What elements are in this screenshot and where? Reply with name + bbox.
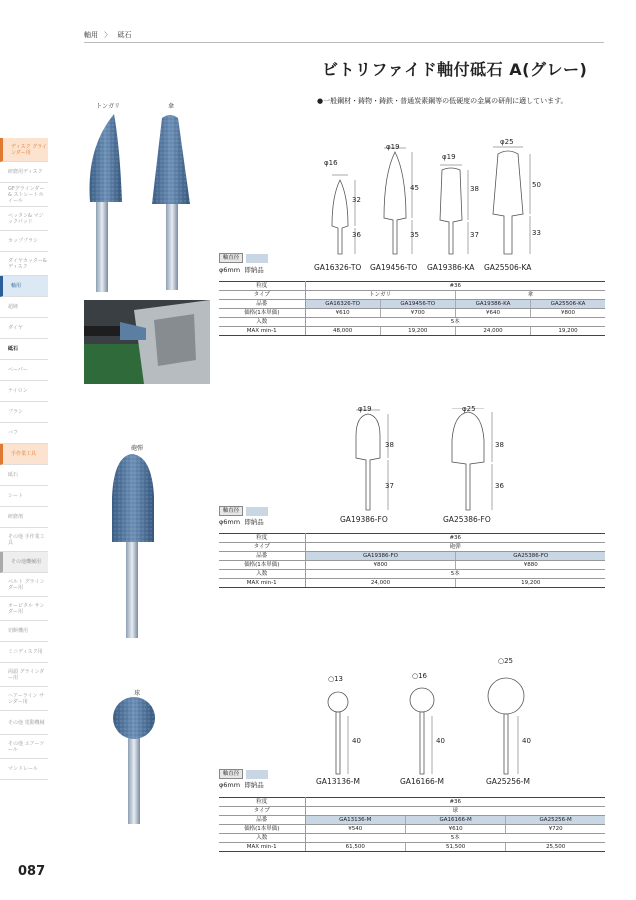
sidebar-item[interactable]: ペーパー	[0, 360, 48, 381]
breadcrumb-level2[interactable]: 砥石	[117, 31, 132, 39]
breadcrumb-separator: 〉	[104, 31, 112, 39]
dim-shaft-2: 35	[410, 231, 419, 239]
sidebar-item[interactable]: GFグラインダー& ストレートホイール	[0, 183, 48, 207]
spec-table-1: 粒度 #36 タイプ トンガリ 傘 品番 GA16326-TO GA19456-TO GA19386-KA GA25506-KA 価格(1本単価) ¥610 ¥700 ¥640 ¥800 入数 5本 MAX min-1 48,000 19,200 24,000 19,200	[219, 281, 605, 336]
page-number: 087	[18, 864, 46, 879]
sidebar-item[interactable]: ブラシ	[0, 402, 48, 423]
sidebar-item[interactable]: その他 エアーツール	[0, 735, 48, 759]
stock-swatch	[246, 770, 268, 779]
sidebar-item[interactable]: 両頭 グラインダー用	[0, 663, 48, 687]
dim-shaft-8: 40	[436, 737, 445, 745]
product-photo-kyu	[112, 696, 158, 828]
stock-swatch	[246, 254, 268, 263]
dimension-drawings-3	[320, 668, 560, 776]
part-number-cell: GA16326-TO	[305, 300, 380, 309]
dim-diameter-8: ○16	[412, 672, 428, 680]
sidebar-item[interactable]: ベルト グラインダー用	[0, 573, 48, 597]
shaft-size: φ6mm 即納品	[219, 518, 264, 526]
dim-head-1: 32	[352, 196, 361, 204]
shaft-diameter-badge: 軸直径	[219, 769, 243, 779]
shaft-size: φ6mm 即納品	[219, 781, 264, 789]
sidebar-item[interactable]: 切断機用	[0, 621, 48, 642]
photo-label-kasa: 傘	[168, 103, 175, 110]
dim-head-3: 38	[470, 185, 479, 193]
sidebar-item[interactable]: 手作業工具	[0, 444, 48, 465]
model-label-2: GA19456-TO	[370, 263, 418, 272]
shaft-diameter-badge: 軸直径	[219, 253, 243, 263]
dim-head-5: 38	[385, 441, 394, 449]
sidebar-item[interactable]: ディスク グラインダー用	[0, 138, 48, 162]
model-label-6: GA25386-FO	[443, 515, 491, 524]
dim-shaft-4: 33	[532, 229, 541, 237]
sidebar-item[interactable]: ダイヤ	[0, 318, 48, 339]
dim-head-2: 45	[410, 184, 419, 192]
part-number-cell: GA16166-M	[405, 816, 505, 825]
dim-head-6: 38	[495, 441, 504, 449]
page-title: ビトリファイド軸付砥石 A(グレー)	[322, 60, 588, 79]
spec-table-2: 粒度 #36 タイプ 砲弾 品番 GA19386-FO GA25386-FO 価格(1本単価) ¥800 ¥880 入数 5本 MAX min-1 24,000 19,200	[219, 533, 605, 588]
part-number-cell: GA25506-KA	[531, 300, 605, 309]
part-number-cell: GA25386-FO	[456, 552, 605, 561]
photo-label-togari: トンガリ	[96, 103, 121, 110]
sidebar-item[interactable]: 砥石	[0, 339, 48, 360]
dim-shaft-5: 37	[385, 482, 394, 490]
sidebar-item[interactable]: マンドレール	[0, 759, 48, 780]
shaft-diameter-badge: 軸直径	[219, 506, 243, 516]
sidebar-item[interactable]: ナイロン	[0, 381, 48, 402]
sidebar-item[interactable]: 超硬	[0, 297, 48, 318]
stock-swatch	[246, 507, 268, 516]
header-divider	[84, 42, 604, 43]
dim-shaft-3: 37	[470, 231, 479, 239]
product-description: ●一般鋼材・鋳物・鋳鉄・普通炭素鋼等の低硬度の金属の研削に適しています。	[317, 97, 568, 105]
sidebar-item[interactable]: 研磨剤	[0, 507, 48, 528]
model-label-7: GA13136-M	[316, 777, 360, 786]
dim-diameter-4: φ25	[500, 138, 514, 146]
dim-diameter-1: φ16	[324, 159, 338, 167]
dimension-drawings-2	[340, 408, 520, 514]
model-label-5: GA19386-FO	[340, 515, 388, 524]
sidebar-item[interactable]: ダイヤカッター& ディスク	[0, 252, 48, 276]
dim-diameter-5: φ19	[358, 405, 372, 413]
model-label-1: GA16326-TO	[314, 263, 362, 272]
dim-diameter-6: φ25	[462, 405, 476, 413]
part-number-cell: GA25256-M	[506, 816, 605, 825]
sidebar-item[interactable]: カップブラシ	[0, 231, 48, 252]
product-photo-hodan	[110, 452, 158, 642]
part-number-cell: GA19386-FO	[305, 552, 456, 561]
dim-shaft-1: 36	[352, 231, 361, 239]
part-number-cell: GA13136-M	[305, 816, 405, 825]
photo-label-hodan: 砲弾	[131, 445, 144, 452]
dim-shaft-7: 40	[352, 737, 361, 745]
part-number-cell: GA19386-KA	[455, 300, 530, 309]
dim-diameter-9: ○25	[498, 657, 514, 665]
sidebar-item[interactable]: 軸用	[0, 276, 48, 297]
model-label-3: GA19386-KA	[427, 263, 475, 272]
sidebar-item[interactable]: 砥石	[0, 465, 48, 486]
model-label-8: GA16166-M	[400, 777, 444, 786]
sidebar-item[interactable]: オービタル サンダー用	[0, 597, 48, 621]
spec-table-3: 粒度 #36 タイプ 球 品番 GA13136-M GA16166-M GA25256-M 価格(1本単価) ¥540 ¥610 ¥720 入数 5本 MAX min-1 61,500 51,500 25,500	[219, 797, 605, 852]
sidebar-item[interactable]: ベッタン& マジックパッド	[0, 207, 48, 231]
product-photo-togari-kasa	[84, 108, 210, 296]
model-label-9: GA25256-M	[486, 777, 530, 786]
part-number-cell: GA19456-TO	[380, 300, 455, 309]
breadcrumb	[84, 30, 131, 40]
sidebar-item[interactable]: その他 手作業工具	[0, 528, 48, 552]
dim-diameter-7: ○13	[328, 675, 344, 683]
dim-shaft-6: 36	[495, 482, 504, 490]
product-usage-photo	[84, 300, 210, 384]
sidebar-item[interactable]: その他機械用	[0, 552, 48, 573]
model-label-4: GA25506-KA	[484, 263, 532, 272]
sidebar-item[interactable]: バフ	[0, 423, 48, 444]
shaft-size: φ6mm 即納品	[219, 266, 264, 274]
sidebar-item[interactable]: その他 電動機械	[0, 711, 48, 735]
sidebar-item[interactable]: シート	[0, 486, 48, 507]
dim-shaft-9: 40	[522, 737, 531, 745]
sidebar-item[interactable]: ヘアーライン サンダー用	[0, 687, 48, 711]
sidebar-item[interactable]: 研磨用ディスク	[0, 162, 48, 183]
breadcrumb-level1[interactable]: 軸用	[84, 31, 98, 39]
dim-head-4: 50	[532, 181, 541, 189]
dim-diameter-3: φ19	[442, 153, 456, 161]
photo-label-kyu: 球	[134, 690, 141, 697]
sidebar-item[interactable]: ミニディスク用	[0, 642, 48, 663]
category-sidebar	[0, 138, 48, 780]
dim-diameter-2: φ19	[386, 143, 400, 151]
